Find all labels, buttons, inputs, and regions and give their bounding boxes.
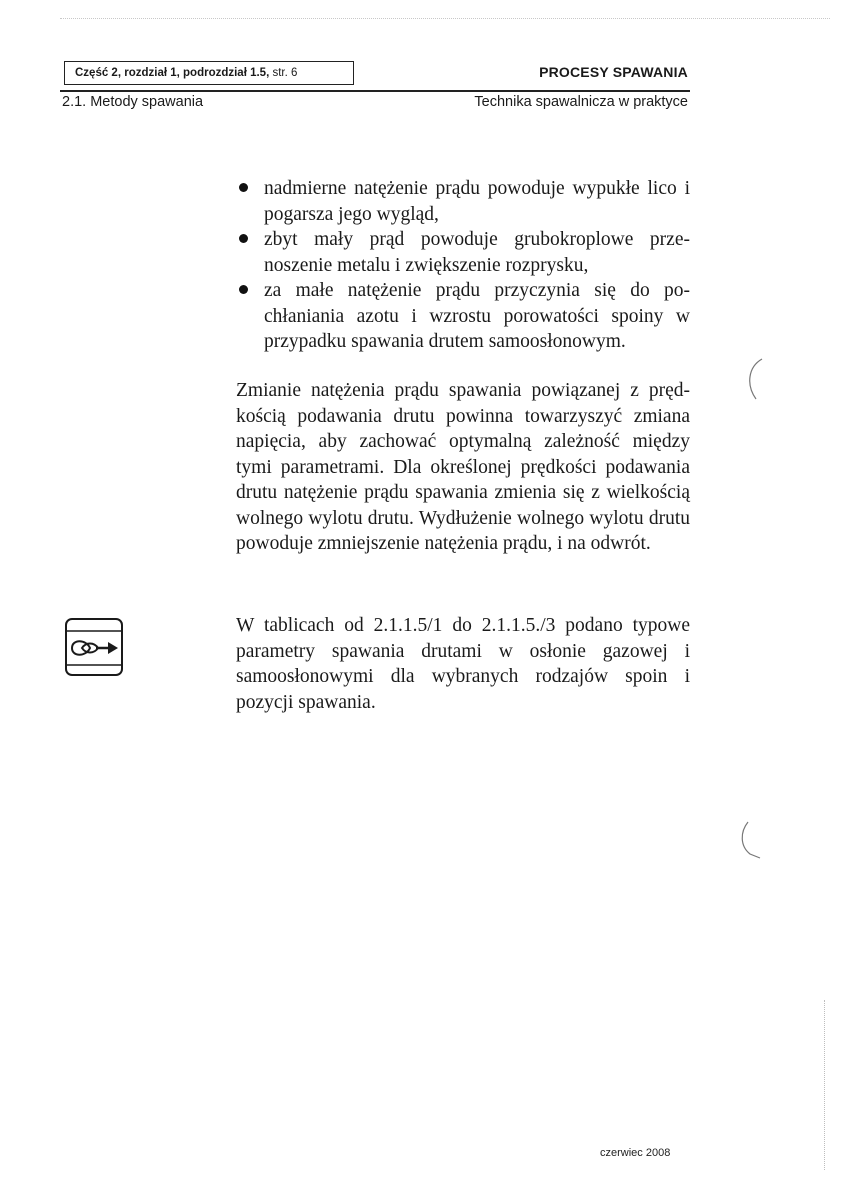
section-reference: Część 2, rozdział 1, podrozdział 1.5, (75, 67, 270, 79)
cross-reference-arrow-icon (64, 617, 124, 677)
paragraph-table-reference: W tablicach od 2.1.1.5/1 do 2.1.1.5./3 podano typowe parametry spawania drutami w osłonie gazowej i samoosłonowymi dla wybranych rodzajów spoin i pozycji spawania. (236, 615, 690, 713)
scan-edge-line (60, 18, 830, 19)
bullet-dot-icon (239, 285, 248, 294)
footer-date: czerwiec 2008 (600, 1147, 671, 1159)
bullet-list (236, 176, 690, 355)
book-title: Technika spawalnicza w praktyce (474, 94, 688, 110)
header-rule (60, 90, 690, 92)
page-reference: str. 6 (272, 67, 298, 79)
chapter-label: 2.1. Metody spawania (62, 94, 204, 110)
bullet-item (236, 227, 690, 278)
binding-hole-mark (742, 355, 766, 405)
header-title: PROCESY SPAWANIA (539, 64, 688, 80)
binding-hole-mark (738, 818, 764, 862)
bullet-dot-icon (239, 183, 248, 192)
paragraph-current-voltage: Zmianie natężenia prądu spawania powiązanej z prędkością podawania drutu powinna towarzyszyć zmiana napięcia, aby zachować optymalną zależność między tymi parametrami. Dla określonej prędkości podawania drutu natężenie prądu spawania zmienia się z wielkością wolnego wylotu drutu. Wydłużenie wolnego wylotu drutu powoduje zmniejszenie natężenia prądu, i na odwrót. (236, 380, 690, 554)
scan-edge-line (824, 1000, 825, 1170)
section-reference-box (64, 61, 354, 85)
bullet-text: zbyt mały prąd powoduje grubokroplowe przenoszenie metalu i zwiększenie rozprysku, (264, 229, 690, 276)
bullet-text: za małe natężenie prądu przyczynia się do pochłaniania azotu i wzrostu porowatości spoiny w przypadku spawania drutem samoosłonowym. (264, 280, 690, 352)
bullet-text: nadmierne natężenie prądu powoduje wypukłe lico i pogarsza jego wygląd, (264, 178, 690, 225)
bullet-item (236, 278, 690, 355)
bullet-item (236, 176, 690, 227)
bullet-dot-icon (239, 234, 248, 243)
